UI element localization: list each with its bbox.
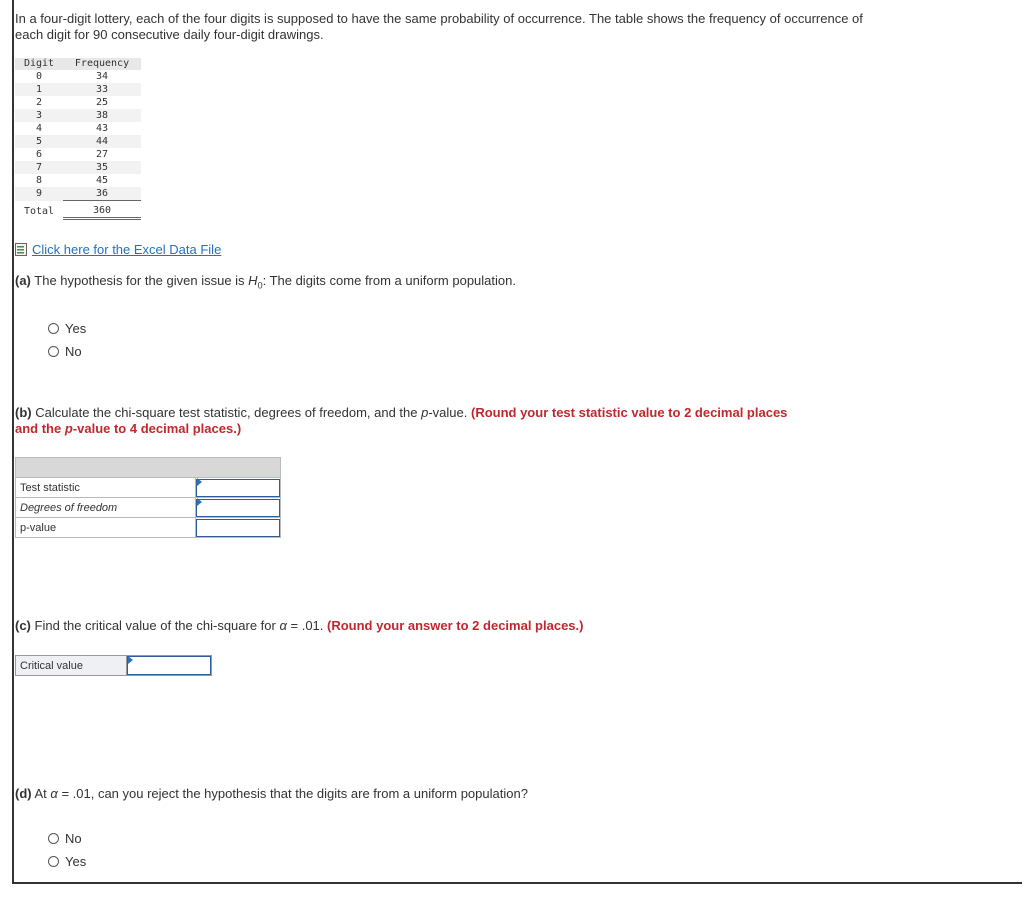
part-c-question: (c) Find the critical value of the chi-square for α = .01. (Round your answer to 2 decimal places.) [15, 618, 584, 633]
total-value: 360 [63, 201, 141, 219]
frequency-cell: 25 [95, 97, 109, 108]
frequency-cell: 33 [63, 83, 141, 96]
digit-cell: 8 [35, 175, 43, 186]
frequency-cell: 35 [63, 161, 141, 174]
digit-cell: 5 [15, 135, 63, 148]
digit-cell: 6 [35, 149, 43, 160]
part-d-option-yes[interactable]: Yes [48, 854, 86, 869]
part-b-answer-table [15, 457, 281, 538]
radio-icon[interactable] [48, 856, 59, 867]
digit-cell: 4 [35, 123, 43, 134]
table-row [15, 161, 141, 174]
frequency-cell: 38 [63, 109, 141, 122]
excel-data-link[interactable] [15, 242, 221, 257]
part-b-question: (b) Calculate the chi-square test statistic, degrees of freedom, and the p-value. (Round your test statistic value to 2 decimal places and the p-value to 4 decimal places.) [15, 405, 788, 436]
part-d-question: (d) At α = .01, can you reject the hypothesis that the digits are from a uniform population? [15, 786, 528, 801]
frequency-cell: 27 [95, 149, 109, 160]
radio-icon[interactable] [48, 323, 59, 334]
table-row [15, 135, 141, 148]
question-frame [12, 0, 1022, 884]
frequency-cell: 34 [95, 71, 109, 82]
table-row [15, 109, 141, 122]
frequency-header: Frequency [63, 58, 141, 70]
digit-cell: 2 [35, 97, 43, 108]
part-a-question: (a) The hypothesis for the given issue is $H_0$: The digits come from a uniform population. [15, 273, 516, 291]
input-flag-icon [197, 478, 202, 486]
digit-cell: 3 [15, 109, 63, 122]
digit-cell: 7 [15, 161, 63, 174]
test-statistic-label: Test statistic [16, 478, 196, 498]
table-row [15, 122, 141, 135]
digit-cell: 0 [35, 71, 43, 82]
part-a-option-no[interactable]: No [48, 344, 82, 359]
intro-text: In a four-digit lottery, each of the four digits is supposed to have the same probability of occurrence. The table shows the frequency of occurrence of each digit for 90 consecutive daily four-digit drawings. [15, 11, 863, 42]
part-a-option-yes[interactable]: Yes [48, 321, 86, 336]
total-label: Total [23, 205, 55, 217]
part-d-option-no[interactable]: No [48, 831, 82, 846]
p-value-input[interactable] [196, 519, 280, 537]
digit-cell: 1 [15, 83, 63, 96]
digit-header: Digit [15, 58, 63, 70]
excel-file-icon [15, 243, 29, 256]
excel-link-text[interactable]: Click here for the Excel Data File [32, 242, 222, 257]
table-row [15, 83, 141, 96]
p-value-label: p-value [16, 518, 196, 538]
radio-icon[interactable] [48, 833, 59, 844]
degrees-of-freedom-input[interactable] [196, 499, 280, 517]
table-row [15, 96, 141, 109]
table-row [15, 187, 141, 201]
table-row [15, 174, 141, 187]
frequency-cell: 45 [95, 175, 109, 186]
input-flag-icon [197, 498, 202, 506]
critical-value-input[interactable] [127, 656, 211, 675]
digit-cell: 9 [15, 187, 63, 201]
frequency-cell: 36 [63, 187, 141, 201]
critical-value-label: Critical value [16, 656, 127, 676]
input-flag-icon [128, 656, 133, 664]
critical-value-table [15, 655, 212, 676]
test-statistic-input[interactable] [196, 479, 280, 497]
table-row [15, 70, 141, 83]
radio-icon[interactable] [48, 346, 59, 357]
frequency-table [15, 58, 141, 220]
table-row [15, 148, 141, 161]
frequency-cell: 43 [95, 123, 109, 134]
frequency-cell: 44 [63, 135, 141, 148]
degrees-of-freedom-label: Degrees of freedom [16, 498, 196, 518]
